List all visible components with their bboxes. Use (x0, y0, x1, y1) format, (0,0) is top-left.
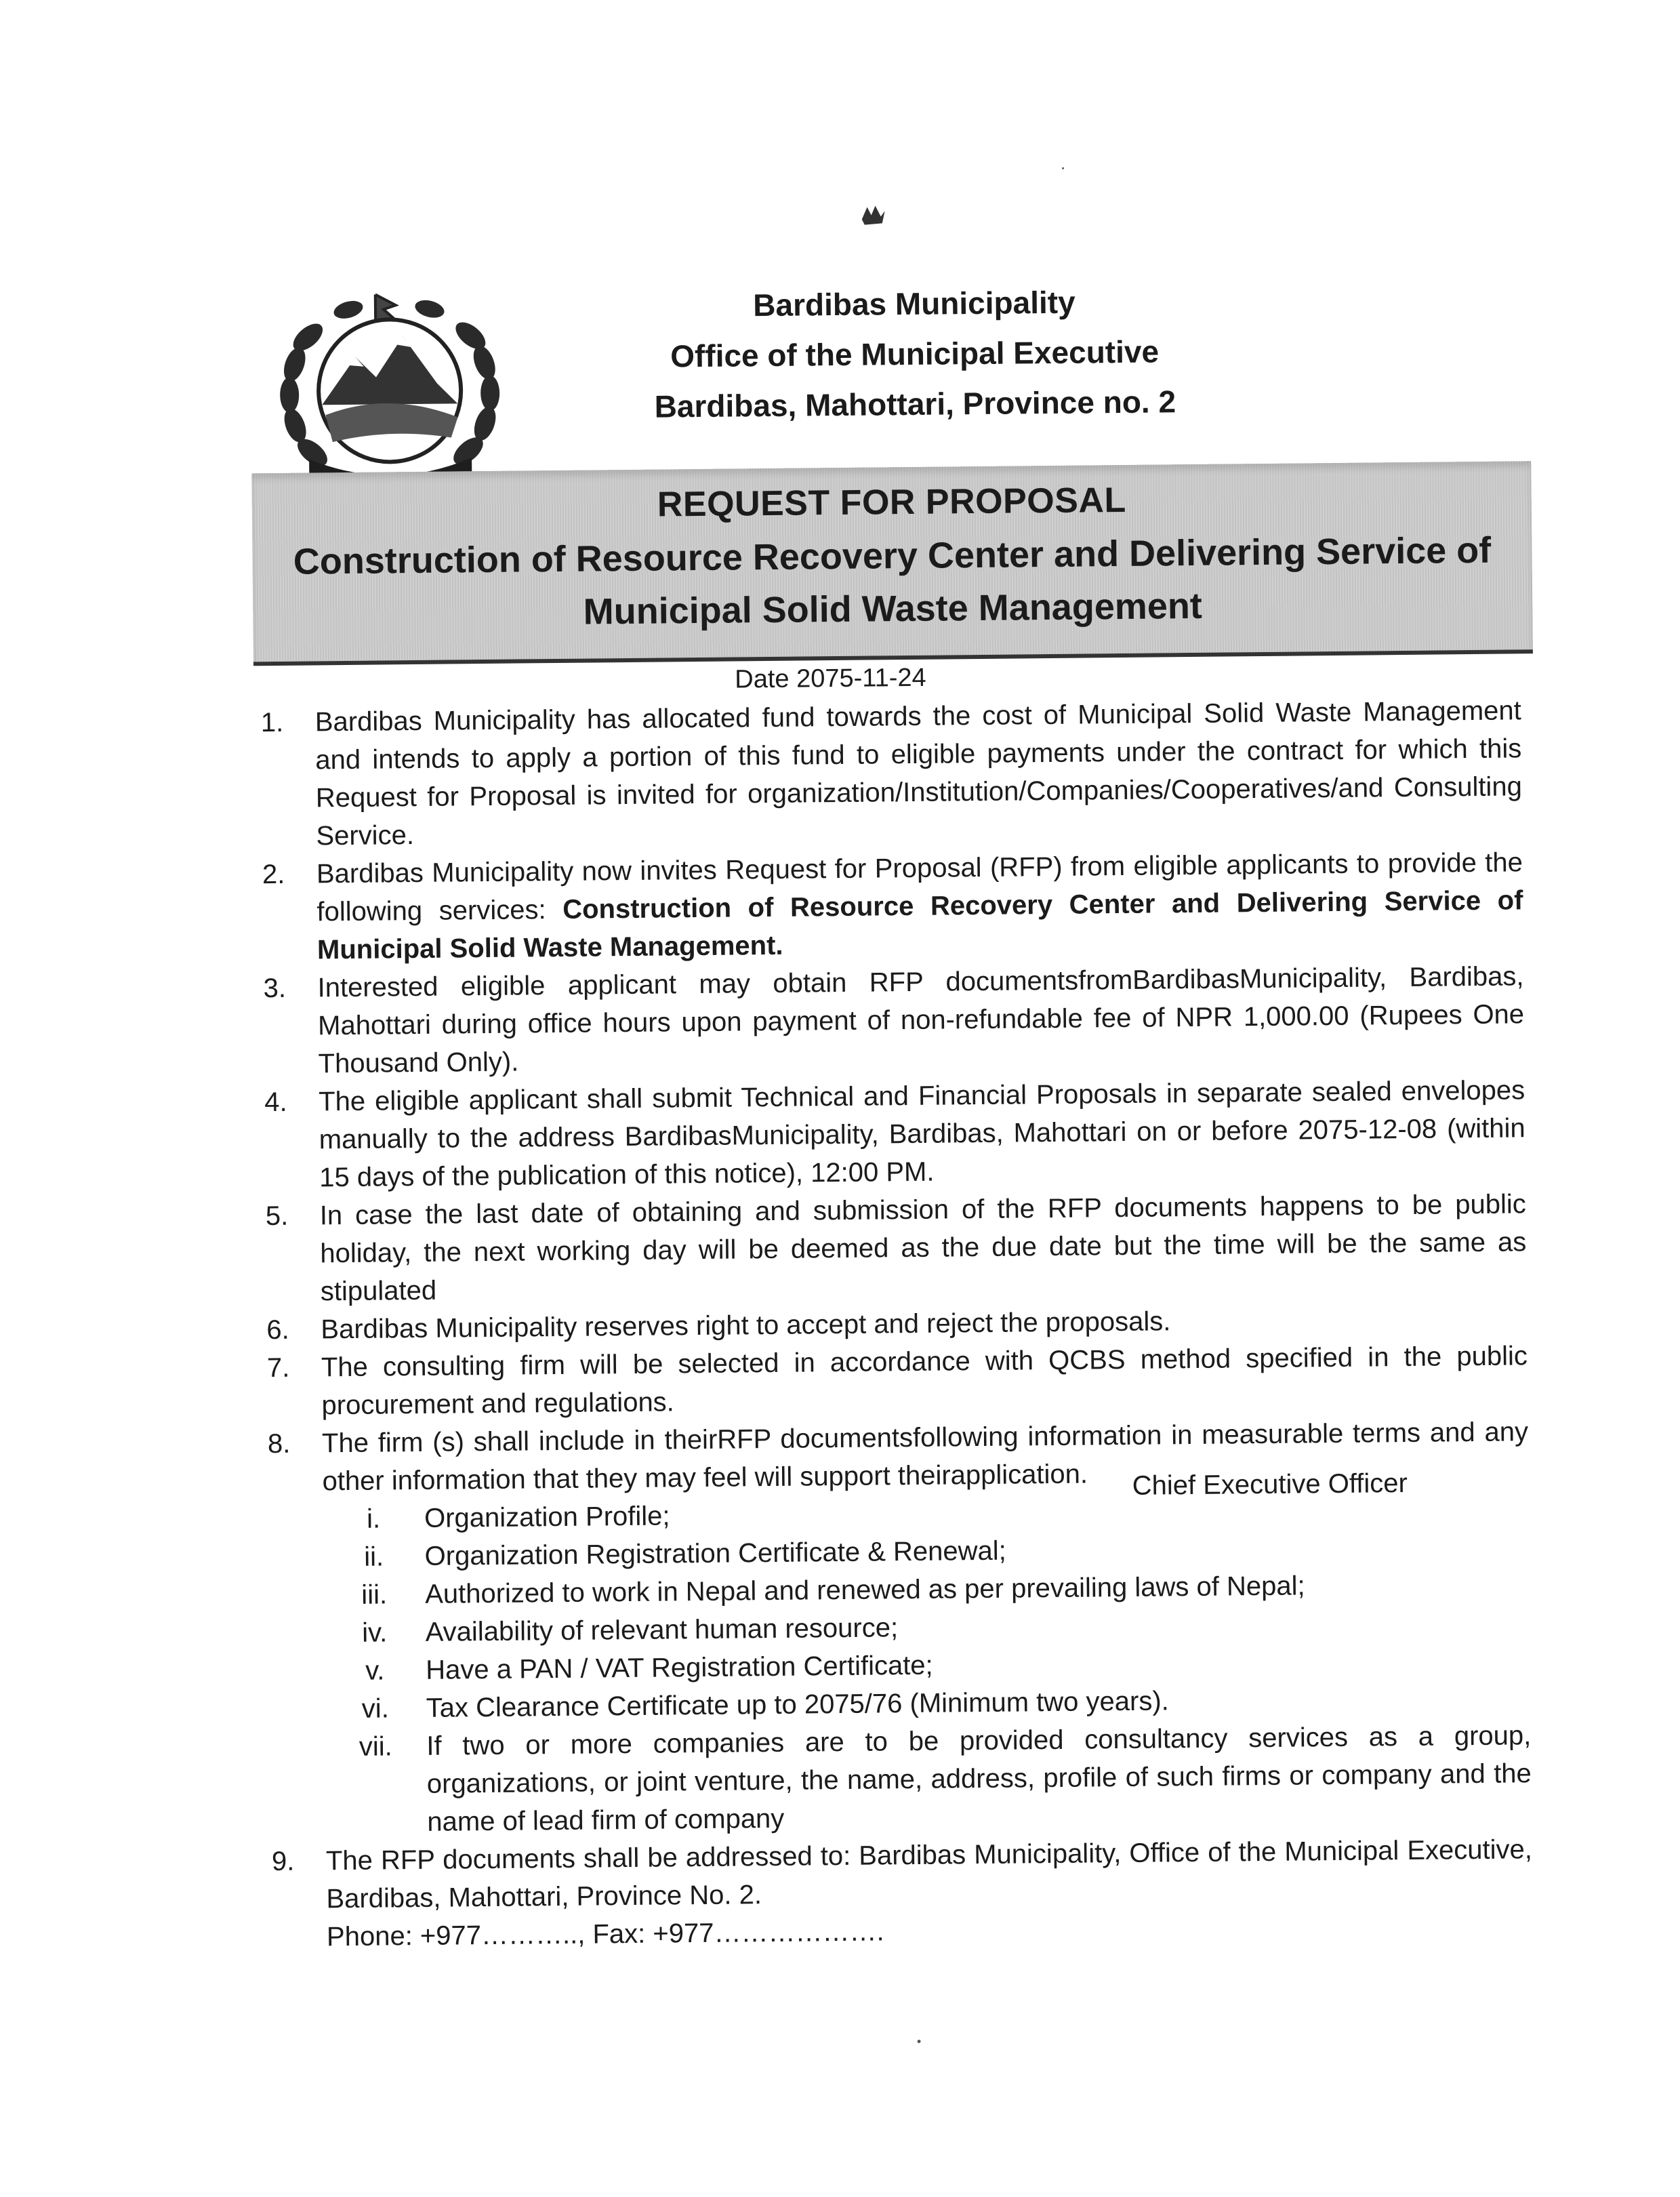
item-number: 2. (262, 859, 285, 890)
banner-title: REQUEST FOR PROPOSAL (657, 480, 1126, 525)
notice-date: Date 2075-11-24 (735, 663, 926, 694)
sub-item-number: vi. (361, 1693, 390, 1724)
sub-item-text: Authorized to work in Nepal and renewed as per prevailing laws of Nepal; (424, 1571, 1305, 1609)
item-text: The eligible applicant shall submit Technical and Financial Proposals in separate sealed envelopes manually to the address BardibasMunicipality, Bardibas, Mahottari on or before 2075-12-08 (within 15 days of the publication of this notice), 12:00 PM. (318, 1075, 1525, 1193)
item-number: 8. (267, 1428, 291, 1459)
sub-item-number: ii. (363, 1541, 384, 1572)
list-item (266, 1185, 1528, 1311)
header-line-2: Office of the Municipal Executive (670, 334, 1160, 374)
banner-subtitle-line-2: Municipal Solid Waste Management (583, 585, 1203, 632)
list-item (272, 1830, 1534, 1956)
sub-item-number: vii. (358, 1731, 392, 1762)
nepal-coat-of-arms-icon (267, 288, 513, 493)
header-line-3: Bardibas, Mahottari, Province no. 2 (654, 384, 1176, 424)
municipality-header (575, 275, 1254, 432)
item-number: 5. (265, 1201, 289, 1232)
item-number: 4. (264, 1087, 287, 1118)
item-number: 7. (266, 1352, 290, 1384)
sub-item-text: Tax Clearance Certificate up to 2075/76 (Minimum two years). (426, 1686, 1169, 1723)
item-text: The consulting firm will be selected in accordance with QCBS method specified in the public procurement and regulations. (321, 1341, 1528, 1421)
scan-speck (1062, 167, 1064, 169)
sub-item-number: v. (365, 1655, 385, 1686)
sub-item-text: Availability of relevant human resource; (425, 1613, 899, 1647)
item-text: Bardibas Municipality reserves right to accept and reject the proposals. (321, 1306, 1171, 1345)
list-item (261, 691, 1523, 855)
sub-item-text: Organization Registration Certificate & Renewal; (424, 1535, 1007, 1571)
item-text: In case the last date of obtaining and submission of the RFP documents happens to be public holiday, the next working day will be deemed as the due date but the time will be the same as stipulated (319, 1189, 1527, 1307)
item-text-plain: Bardibas Municipality now invites Request for Proposal (RFP) from eligible applicants to provide the following services: (316, 847, 1523, 927)
item-text: Bardibas Municipality has allocated fund towards the cost of Municipal Solid Waste Management and intends to apply a portion of this fund to eligible payments under the contract for which this Request for Proposal is invited for organization/Institution/Companies/Cooperatives/and Consulting Service. (314, 696, 1523, 851)
sub-item-number: iii. (361, 1579, 388, 1610)
scan-speck (918, 2040, 921, 2043)
small-mark-icon (858, 201, 888, 228)
sub-item-number: i. (366, 1504, 381, 1534)
banner-subtitle (266, 523, 1519, 641)
item-text: The firm (s) shall include in theirRFP documentsfollowing information in measurable terms and any other information that they may feel will support theirapplication. (321, 1417, 1529, 1497)
list-item (264, 1071, 1526, 1197)
banner-subtitle-line-1: Construction of Resource Recovery Center and Delivering Service of (293, 529, 1492, 582)
sub-item-text: Have a PAN / VAT Registration Certificate; (426, 1650, 933, 1685)
list-item (267, 1337, 1528, 1425)
sub-item-number: iv. (362, 1617, 388, 1648)
address-text: The RFP documents shall be addressed to: Bardibas Municipality, Office of the Municipal Executive, Bardibas, Mahottari, Province No. 2. (325, 1834, 1533, 1914)
rfp-banner (251, 461, 1533, 666)
item-number: 3. (263, 973, 287, 1004)
list-item (262, 843, 1524, 969)
sub-item-text: Organization Profile; (424, 1501, 670, 1533)
item-text (326, 1830, 1534, 1956)
item-number: 9. (271, 1846, 295, 1877)
sub-list-item (325, 1716, 1532, 1842)
item-text (316, 843, 1524, 969)
item-text-bold: Construction of Resource Recovery Center and Delivering Service of Municipal Solid Waste Management. (316, 885, 1523, 965)
item-number: 1. (260, 707, 284, 738)
list-item (263, 957, 1525, 1083)
terms-list (261, 691, 1534, 1956)
item-number: 6. (266, 1314, 290, 1346)
signature-title: Chief Executive Officer (1132, 1468, 1408, 1501)
contact-line: Phone: +977……….., Fax: +977………………. (326, 1916, 884, 1952)
item-text: Interested eligible applicant may obtain RFP documentsfromBardibasMunicipality, Bardibas, Mahottari during office hours upon payment of non-refundable fee of NPR 1,000.00 (Rupees One Thousand Only). (317, 961, 1525, 1079)
sub-item-text: If two or more companies are to be provided consultancy services as a group, organizations, or joint venture, the name, address, profile of such firms or company and the name of lead firm of company (426, 1720, 1532, 1837)
header-line-1: Bardibas Municipality (752, 284, 1075, 323)
